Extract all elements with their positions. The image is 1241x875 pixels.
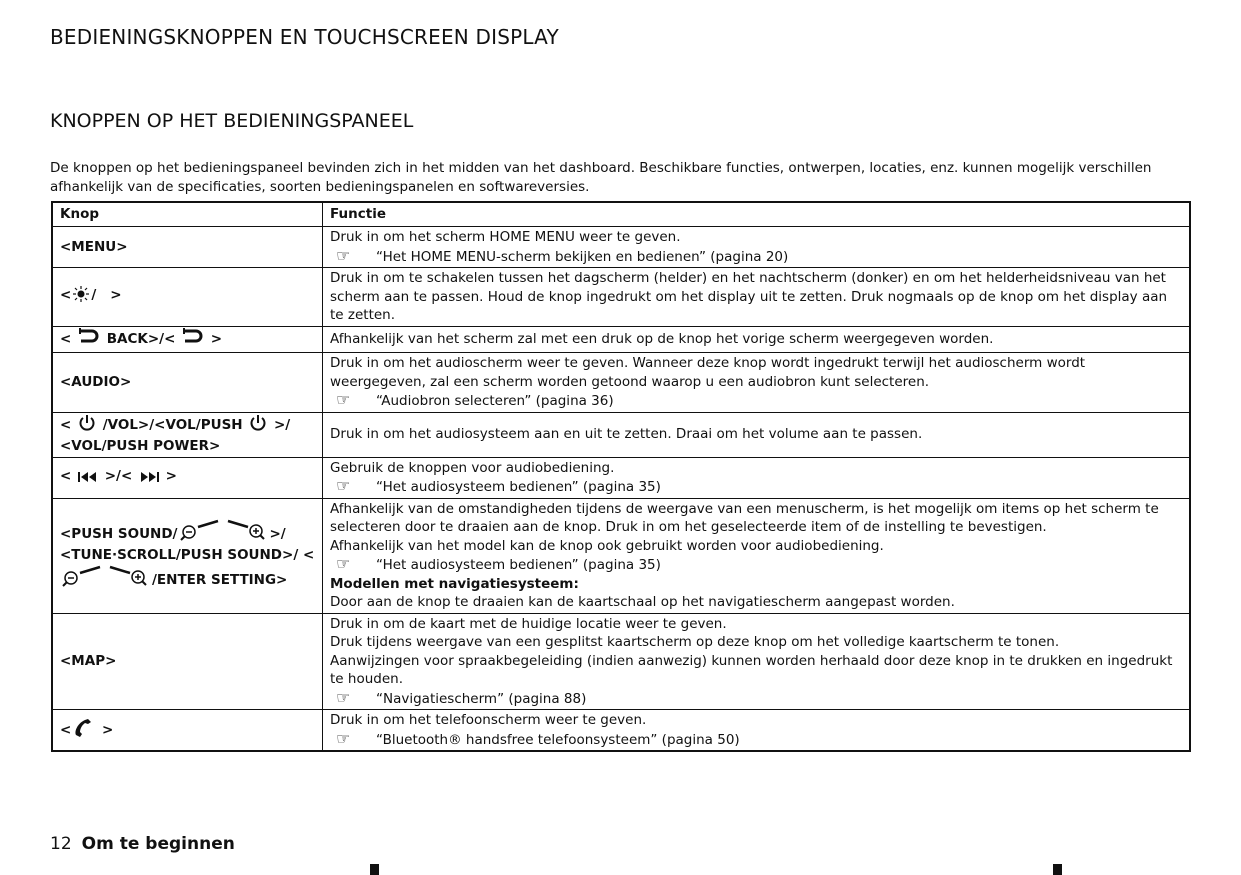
page-reference [330, 477, 1182, 497]
page-reference [330, 689, 1182, 709]
buttons-table [51, 201, 1191, 752]
page-reference [330, 555, 1182, 575]
knop-cell [52, 326, 323, 353]
knop-label: / [91, 287, 97, 303]
knop-cell [52, 613, 323, 710]
hand-pointer-icon: ☞ [336, 390, 351, 409]
knop-label: < [60, 467, 77, 484]
knop-label: >/< [100, 467, 137, 484]
page-reference [330, 247, 1182, 267]
function-text: Gebruik de knoppen voor audiobediening. [330, 459, 615, 476]
footer-section: Om te beginnen [81, 834, 235, 854]
section-title: KNOPPEN OP HET BEDIENINGSPANEEL [50, 110, 414, 132]
function-text: Druk in om het audioscherm weer te geven. Wanneer deze knop wordt ingedrukt terwijl het audioscherm wordt weergegeven, zal een scherm worden getoond waarop u een audiobron kunt selecteren. [330, 355, 1086, 390]
moon-icon [98, 286, 108, 308]
reference-link[interactable]: “Het HOME MENU-scherm bekijken en bedienen” (pagina 20) [376, 248, 789, 265]
zoom-in-icon [226, 519, 268, 547]
zoom-in-icon [108, 565, 150, 593]
function-text: Afhankelijk van de omstandigheden tijdens de weergave van een menuscherm, is het mogelijk om items op het scherm te selecteren door te draaien aan de knop. Druk in om het geselecteerde item of de instelling te bevestigen. [330, 500, 1159, 535]
function-text: Druk in om de kaart met de huidige locatie weer te geven. [330, 615, 727, 632]
back-icon [78, 328, 100, 352]
knop-label: < [60, 330, 77, 347]
reference-link[interactable]: “Het audiosysteem bedienen” (pagina 35) [376, 479, 661, 495]
table-row [52, 353, 1190, 413]
knop-cell [52, 227, 323, 268]
back-icon [182, 328, 204, 352]
zoom-out-icon [180, 519, 222, 547]
reference-link[interactable]: “Audiobron selecteren” (pagina 36) [376, 393, 614, 409]
page-number: 12 [50, 834, 72, 854]
knop-label: < [60, 416, 77, 433]
hand-pointer-icon: ☞ [336, 554, 351, 573]
power-icon [249, 414, 267, 438]
knop-label: > [160, 467, 177, 484]
knop-cell [52, 412, 323, 457]
functie-cell [323, 227, 1191, 268]
knop-label: > [97, 722, 114, 739]
column-header-functie: Functie [323, 202, 1191, 227]
hand-pointer-icon: ☞ [336, 687, 351, 707]
column-header-knop: Knop [52, 202, 323, 227]
functie-cell [323, 457, 1191, 498]
knop-label: /VOL>/<VOL/PUSH [98, 416, 248, 433]
table-row [52, 457, 1190, 498]
functie-cell [323, 268, 1191, 327]
hand-pointer-icon: ☞ [336, 728, 351, 748]
knop-cell [52, 268, 323, 327]
page-reference [330, 391, 1182, 411]
knop-label: <PUSH SOUND/ [60, 525, 178, 542]
functie-cell [323, 326, 1191, 353]
knop-label: > [206, 330, 223, 347]
knop-label: < [60, 722, 72, 739]
function-text: Door aan de knop te draaien kan de kaartschaal op het navigatiescherm aangepast worden. [330, 594, 955, 610]
function-text: Druk tijdens weergave van een gesplitst kaartscherm op deze knop om het volledige kaartscherm te tonen. [330, 634, 1060, 650]
power-icon [78, 414, 96, 438]
table-row [52, 227, 1190, 268]
knop-label: >/ <VOL/PUSH POWER> [60, 416, 291, 454]
functie-cell [323, 710, 1191, 752]
function-text: Druk in om het audiosysteem aan en uit te zetten. Draai om het volume aan te passen. [330, 426, 923, 443]
knop-cell [52, 353, 323, 413]
footer [50, 834, 235, 854]
knop-label: <MENU> [60, 238, 128, 255]
reference-link[interactable]: “Bluetooth® handsfree telefoonsysteem” (pagina 50) [376, 731, 740, 748]
knop-label: < [60, 287, 72, 303]
table-row [52, 268, 1190, 327]
prev-icon [78, 470, 98, 489]
intro-paragraph: De knoppen op het bedieningspaneel bevinden zich in het midden van het dashboard. Beschikbare functies, ontwerpen, locaties, enz. kunnen mogelijk verschillen afhankelijk van de specificaties, soorten bedieningspanelen en softwareversies. [50, 160, 1152, 195]
knop-label: <AUDIO> [60, 374, 132, 390]
functie-cell [323, 412, 1191, 457]
knop-label: >/ <TUNE·SCROLL/PUSH SOUND>/ < [60, 525, 315, 564]
knop-cell [52, 457, 323, 498]
page-title: BEDIENINGSKNOPPEN EN TOUCHSCREEN DISPLAY [50, 25, 559, 49]
table-row [52, 710, 1190, 752]
hand-pointer-icon: ☞ [336, 476, 351, 495]
knop-cell [52, 498, 323, 613]
page-reference [330, 730, 1182, 750]
zoom-out-icon [62, 565, 104, 593]
sun-icon [73, 286, 89, 308]
knop-label: <MAP> [60, 653, 117, 669]
table-row [52, 412, 1190, 457]
function-text: Druk in om te schakelen tussen het dagscherm (helder) en het nachtscherm (donker) en om het helderheidsniveau van het scherm aan te passen. Houd de knop ingedrukt om het display uit te zetten. Druk nogmaals op de knop om het display aan te zetten. [330, 270, 1168, 323]
functie-cell [323, 498, 1191, 613]
function-text: Druk in om het telefoonscherm weer te geven. [330, 712, 647, 728]
table-row [52, 498, 1190, 613]
reference-link[interactable]: “Navigatiescherm” (pagina 88) [376, 690, 587, 707]
knop-label: BACK>/< [102, 330, 181, 347]
page-marker [1053, 864, 1062, 875]
next-icon [139, 470, 159, 489]
hand-pointer-icon: ☞ [336, 245, 351, 265]
knop-label: /ENTER SETTING> [152, 571, 288, 588]
functie-cell [323, 613, 1191, 710]
functie-cell [323, 353, 1191, 413]
subheading: Modellen met navigatiesysteem: [330, 575, 579, 592]
reference-link[interactable]: “Het audiosysteem bedienen” (pagina 35) [376, 557, 661, 573]
function-text: Afhankelijk van het model kan de knop ook gebruikt worden voor audiobediening. [330, 537, 884, 554]
function-text: Afhankelijk van het scherm zal met een druk op de knop het vorige scherm weergegeven worden. [330, 331, 994, 347]
page-marker [370, 864, 379, 875]
knop-label: > [110, 287, 122, 303]
phone-icon [73, 717, 95, 743]
knop-cell [52, 710, 323, 752]
function-text: Druk in om het scherm HOME MENU weer te geven. [330, 229, 681, 245]
function-text: Aanwijzingen voor spraakbegeleiding (indien aanwezig) kunnen worden herhaald door deze knop in te drukken en ingedrukt te houden. [330, 652, 1173, 687]
table-row [52, 326, 1190, 353]
table-row [52, 613, 1190, 710]
